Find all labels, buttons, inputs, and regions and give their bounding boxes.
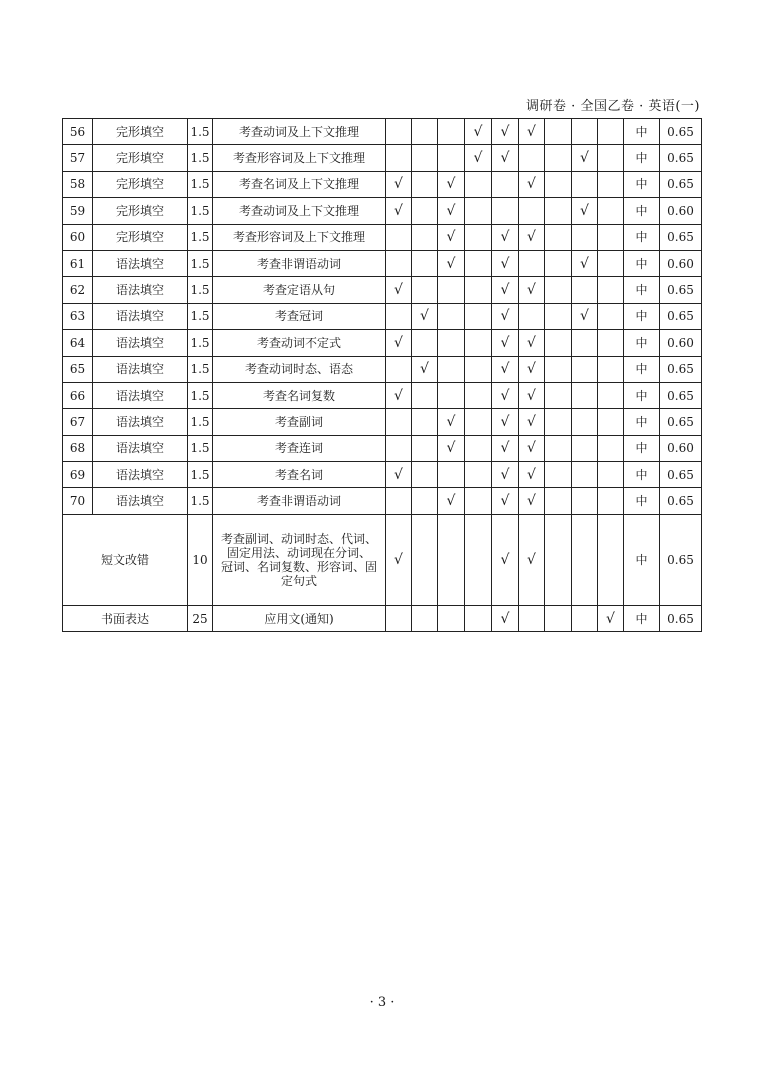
difficulty-level: 中 [624, 224, 660, 250]
difficulty-value: 0.65 [660, 605, 702, 631]
question-score: 1.5 [188, 356, 213, 382]
check-cell [465, 435, 492, 461]
check-cell [412, 145, 438, 171]
check-cell: √ [438, 409, 465, 435]
check-cell [438, 462, 465, 488]
check-cell: √ [519, 356, 545, 382]
question-type: 语法填空 [93, 250, 188, 276]
difficulty-level: 中 [624, 514, 660, 605]
question-number: 59 [63, 198, 93, 224]
check-cell [465, 514, 492, 605]
check-cell [545, 171, 572, 197]
check-cell [598, 224, 624, 250]
difficulty-value: 0.65 [660, 119, 702, 145]
check-cell [412, 330, 438, 356]
check-cell [438, 277, 465, 303]
check-cell: √ [386, 171, 412, 197]
check-cell: √ [492, 462, 519, 488]
difficulty-value: 0.60 [660, 198, 702, 224]
difficulty-value: 0.65 [660, 145, 702, 171]
check-cell [598, 171, 624, 197]
check-cell [465, 250, 492, 276]
question-type: 语法填空 [93, 303, 188, 329]
check-cell [519, 605, 545, 631]
check-cell [598, 356, 624, 382]
question-description: 考查名词复数 [213, 382, 386, 408]
check-cell: √ [438, 488, 465, 514]
check-cell [386, 435, 412, 461]
check-cell [465, 224, 492, 250]
check-cell [545, 605, 572, 631]
check-cell: √ [386, 514, 412, 605]
question-type: 语法填空 [93, 382, 188, 408]
check-cell [412, 488, 438, 514]
difficulty-level: 中 [624, 145, 660, 171]
difficulty-value: 0.65 [660, 382, 702, 408]
check-cell [598, 330, 624, 356]
question-type: 短文改错 [63, 514, 188, 605]
difficulty-value: 0.65 [660, 277, 702, 303]
check-cell: √ [492, 435, 519, 461]
question-description: 考查非谓语动词 [213, 488, 386, 514]
question-score: 10 [188, 514, 213, 605]
table-row [63, 409, 702, 435]
check-cell: √ [438, 250, 465, 276]
question-description: 考查名词及上下文推理 [213, 171, 386, 197]
table-row [63, 198, 702, 224]
check-cell [465, 382, 492, 408]
check-cell [438, 303, 465, 329]
check-cell: √ [492, 605, 519, 631]
difficulty-value: 0.65 [660, 303, 702, 329]
table-row [63, 330, 702, 356]
question-type: 语法填空 [93, 356, 188, 382]
check-cell [545, 277, 572, 303]
question-number: 64 [63, 330, 93, 356]
description-line: 冠词、名词复数、形容词、固 [220, 559, 377, 574]
difficulty-level: 中 [624, 488, 660, 514]
check-cell [386, 224, 412, 250]
difficulty-level: 中 [624, 435, 660, 461]
check-cell [465, 409, 492, 435]
difficulty-level: 中 [624, 382, 660, 408]
check-cell [545, 330, 572, 356]
check-cell [598, 514, 624, 605]
question-score: 1.5 [188, 330, 213, 356]
check-cell [386, 605, 412, 631]
question-number: 58 [63, 171, 93, 197]
check-cell: √ [492, 145, 519, 171]
check-cell [598, 250, 624, 276]
check-cell: √ [598, 605, 624, 631]
question-description: 考查定语从句 [213, 277, 386, 303]
check-cell [598, 409, 624, 435]
difficulty-level: 中 [624, 356, 660, 382]
question-description: 考查动词不定式 [213, 330, 386, 356]
check-cell [545, 224, 572, 250]
check-cell [572, 514, 598, 605]
check-cell: √ [438, 224, 465, 250]
check-cell [465, 462, 492, 488]
check-cell [465, 277, 492, 303]
question-number: 60 [63, 224, 93, 250]
check-cell: √ [519, 330, 545, 356]
check-cell: √ [519, 488, 545, 514]
question-score: 1.5 [188, 250, 213, 276]
question-score: 1.5 [188, 224, 213, 250]
question-type: 完形填空 [93, 198, 188, 224]
check-cell [598, 277, 624, 303]
check-cell [465, 330, 492, 356]
check-cell [598, 435, 624, 461]
difficulty-value: 0.60 [660, 330, 702, 356]
question-type: 完形填空 [93, 145, 188, 171]
check-cell [438, 514, 465, 605]
difficulty-level: 中 [624, 409, 660, 435]
table-body [63, 119, 702, 632]
question-type: 完形填空 [93, 119, 188, 145]
check-cell: √ [386, 382, 412, 408]
check-cell [412, 171, 438, 197]
table-row [63, 382, 702, 408]
check-cell [572, 409, 598, 435]
check-cell [492, 171, 519, 197]
difficulty-level: 中 [624, 330, 660, 356]
check-cell: √ [386, 198, 412, 224]
check-cell [412, 514, 438, 605]
table-row-writing [63, 605, 702, 631]
check-cell: √ [465, 119, 492, 145]
question-description: 考查动词及上下文推理 [213, 198, 386, 224]
question-score: 25 [188, 605, 213, 631]
check-cell [519, 198, 545, 224]
difficulty-value: 0.65 [660, 488, 702, 514]
question-number: 56 [63, 119, 93, 145]
check-cell: √ [492, 382, 519, 408]
question-number: 70 [63, 488, 93, 514]
check-cell [412, 605, 438, 631]
check-cell: √ [519, 277, 545, 303]
question-number: 69 [63, 462, 93, 488]
check-cell [386, 488, 412, 514]
difficulty-level: 中 [624, 171, 660, 197]
check-cell [438, 356, 465, 382]
check-cell [572, 462, 598, 488]
check-cell: √ [492, 224, 519, 250]
question-number: 63 [63, 303, 93, 329]
difficulty-level: 中 [624, 250, 660, 276]
question-score: 1.5 [188, 119, 213, 145]
check-cell: √ [438, 198, 465, 224]
check-cell [412, 382, 438, 408]
check-cell [598, 145, 624, 171]
check-cell [438, 119, 465, 145]
difficulty-value: 0.60 [660, 250, 702, 276]
check-cell [572, 488, 598, 514]
check-cell [412, 198, 438, 224]
check-cell [412, 250, 438, 276]
check-cell [598, 462, 624, 488]
check-cell: √ [438, 171, 465, 197]
question-number: 62 [63, 277, 93, 303]
difficulty-level: 中 [624, 605, 660, 631]
difficulty-value: 0.65 [660, 409, 702, 435]
check-cell: √ [465, 145, 492, 171]
check-cell: √ [492, 488, 519, 514]
check-cell: √ [519, 462, 545, 488]
check-cell: √ [572, 145, 598, 171]
table-row [63, 119, 702, 145]
question-description: 考查冠词 [213, 303, 386, 329]
question-description: 考查动词时态、语态 [213, 356, 386, 382]
check-cell [412, 224, 438, 250]
check-cell [438, 145, 465, 171]
table-row [63, 277, 702, 303]
check-cell: √ [519, 514, 545, 605]
question-description: 考查动词及上下文推理 [213, 119, 386, 145]
question-description: 考查名词 [213, 462, 386, 488]
question-score: 1.5 [188, 488, 213, 514]
question-score: 1.5 [188, 303, 213, 329]
question-type: 完形填空 [93, 171, 188, 197]
difficulty-value: 0.65 [660, 462, 702, 488]
question-number: 65 [63, 356, 93, 382]
check-cell [572, 119, 598, 145]
difficulty-value: 0.65 [660, 224, 702, 250]
difficulty-level: 中 [624, 198, 660, 224]
check-cell [519, 250, 545, 276]
check-cell [572, 224, 598, 250]
check-cell [386, 119, 412, 145]
question-type: 语法填空 [93, 488, 188, 514]
check-cell: √ [572, 250, 598, 276]
check-cell [545, 382, 572, 408]
check-cell [545, 435, 572, 461]
check-cell: √ [519, 224, 545, 250]
question-number: 66 [63, 382, 93, 408]
question-score: 1.5 [188, 171, 213, 197]
table-row [63, 462, 702, 488]
check-cell [545, 145, 572, 171]
check-cell [465, 356, 492, 382]
check-cell [438, 382, 465, 408]
check-cell: √ [386, 330, 412, 356]
table-row [63, 356, 702, 382]
check-cell [465, 171, 492, 197]
check-cell [572, 605, 598, 631]
question-type: 语法填空 [93, 409, 188, 435]
check-cell [572, 171, 598, 197]
description-line: 考查副词、动词时态、代词、 [220, 531, 377, 546]
check-cell [412, 409, 438, 435]
check-cell: √ [492, 250, 519, 276]
check-cell: √ [519, 171, 545, 197]
difficulty-value: 0.65 [660, 356, 702, 382]
check-cell [545, 409, 572, 435]
check-cell: √ [492, 119, 519, 145]
check-cell: √ [386, 277, 412, 303]
check-cell: √ [519, 382, 545, 408]
table-row [63, 145, 702, 171]
check-cell [598, 303, 624, 329]
check-cell [412, 462, 438, 488]
question-description: 考查形容词及上下文推理 [213, 224, 386, 250]
table-row [63, 488, 702, 514]
question-type: 语法填空 [93, 330, 188, 356]
question-type: 书面表达 [63, 605, 188, 631]
question-number: 57 [63, 145, 93, 171]
check-cell: √ [386, 462, 412, 488]
check-cell [386, 145, 412, 171]
question-score: 1.5 [188, 277, 213, 303]
page-number: · 3 · [369, 995, 395, 1010]
question-score: 1.5 [188, 198, 213, 224]
difficulty-level: 中 [624, 277, 660, 303]
check-cell [386, 303, 412, 329]
description-line: 定句式 [280, 573, 317, 588]
question-number: 68 [63, 435, 93, 461]
question-score: 1.5 [188, 462, 213, 488]
running-header: 调研卷 · 全国乙卷 · 英语(一) [526, 99, 700, 114]
question-type: 语法填空 [93, 277, 188, 303]
question-description [213, 514, 386, 605]
table-row [63, 224, 702, 250]
check-cell [465, 488, 492, 514]
check-cell: √ [572, 303, 598, 329]
question-number: 67 [63, 409, 93, 435]
question-score: 1.5 [188, 382, 213, 408]
check-cell [386, 356, 412, 382]
check-cell: √ [492, 277, 519, 303]
check-cell [545, 488, 572, 514]
difficulty-value: 0.65 [660, 514, 702, 605]
check-cell [412, 119, 438, 145]
difficulty-value: 0.65 [660, 171, 702, 197]
check-cell [545, 462, 572, 488]
question-description: 考查非谓语动词 [213, 250, 386, 276]
check-cell: √ [519, 119, 545, 145]
check-cell [492, 198, 519, 224]
check-cell [519, 303, 545, 329]
description-line: 固定用法、动词现在分词、 [226, 545, 371, 560]
check-cell [545, 514, 572, 605]
check-cell [438, 330, 465, 356]
question-score: 1.5 [188, 409, 213, 435]
check-cell [412, 277, 438, 303]
table-row [63, 303, 702, 329]
table-row [63, 250, 702, 276]
table-row [63, 171, 702, 197]
check-cell [545, 303, 572, 329]
question-number: 61 [63, 250, 93, 276]
check-cell: √ [492, 330, 519, 356]
question-type: 语法填空 [93, 435, 188, 461]
check-cell: √ [492, 303, 519, 329]
check-cell [598, 119, 624, 145]
check-cell [572, 382, 598, 408]
question-description: 应用文(通知) [213, 605, 386, 631]
check-cell [545, 198, 572, 224]
question-type: 语法填空 [93, 462, 188, 488]
check-cell: √ [492, 356, 519, 382]
difficulty-level: 中 [624, 462, 660, 488]
question-score: 1.5 [188, 145, 213, 171]
check-cell [572, 330, 598, 356]
question-description: 考查形容词及上下文推理 [213, 145, 386, 171]
check-cell [572, 277, 598, 303]
check-cell: √ [519, 409, 545, 435]
question-description: 考查副词 [213, 409, 386, 435]
check-cell [386, 250, 412, 276]
check-cell [386, 409, 412, 435]
check-cell [572, 356, 598, 382]
check-cell [598, 488, 624, 514]
difficulty-level: 中 [624, 119, 660, 145]
check-cell [572, 435, 598, 461]
check-cell [598, 198, 624, 224]
analysis-table [62, 118, 702, 632]
check-cell [412, 435, 438, 461]
difficulty-value: 0.60 [660, 435, 702, 461]
check-cell [465, 605, 492, 631]
table-row-correction [63, 514, 702, 605]
check-cell: √ [572, 198, 598, 224]
check-cell: √ [412, 303, 438, 329]
check-cell [465, 198, 492, 224]
table-row [63, 435, 702, 461]
check-cell: √ [438, 435, 465, 461]
check-cell: √ [519, 435, 545, 461]
question-type: 完形填空 [93, 224, 188, 250]
check-cell [545, 119, 572, 145]
question-description: 考查连词 [213, 435, 386, 461]
check-cell [545, 356, 572, 382]
check-cell [465, 303, 492, 329]
check-cell [545, 250, 572, 276]
check-cell [598, 382, 624, 408]
check-cell: √ [492, 409, 519, 435]
check-cell: √ [492, 514, 519, 605]
check-cell [519, 145, 545, 171]
check-cell: √ [412, 356, 438, 382]
difficulty-level: 中 [624, 303, 660, 329]
check-cell [438, 605, 465, 631]
question-score: 1.5 [188, 435, 213, 461]
